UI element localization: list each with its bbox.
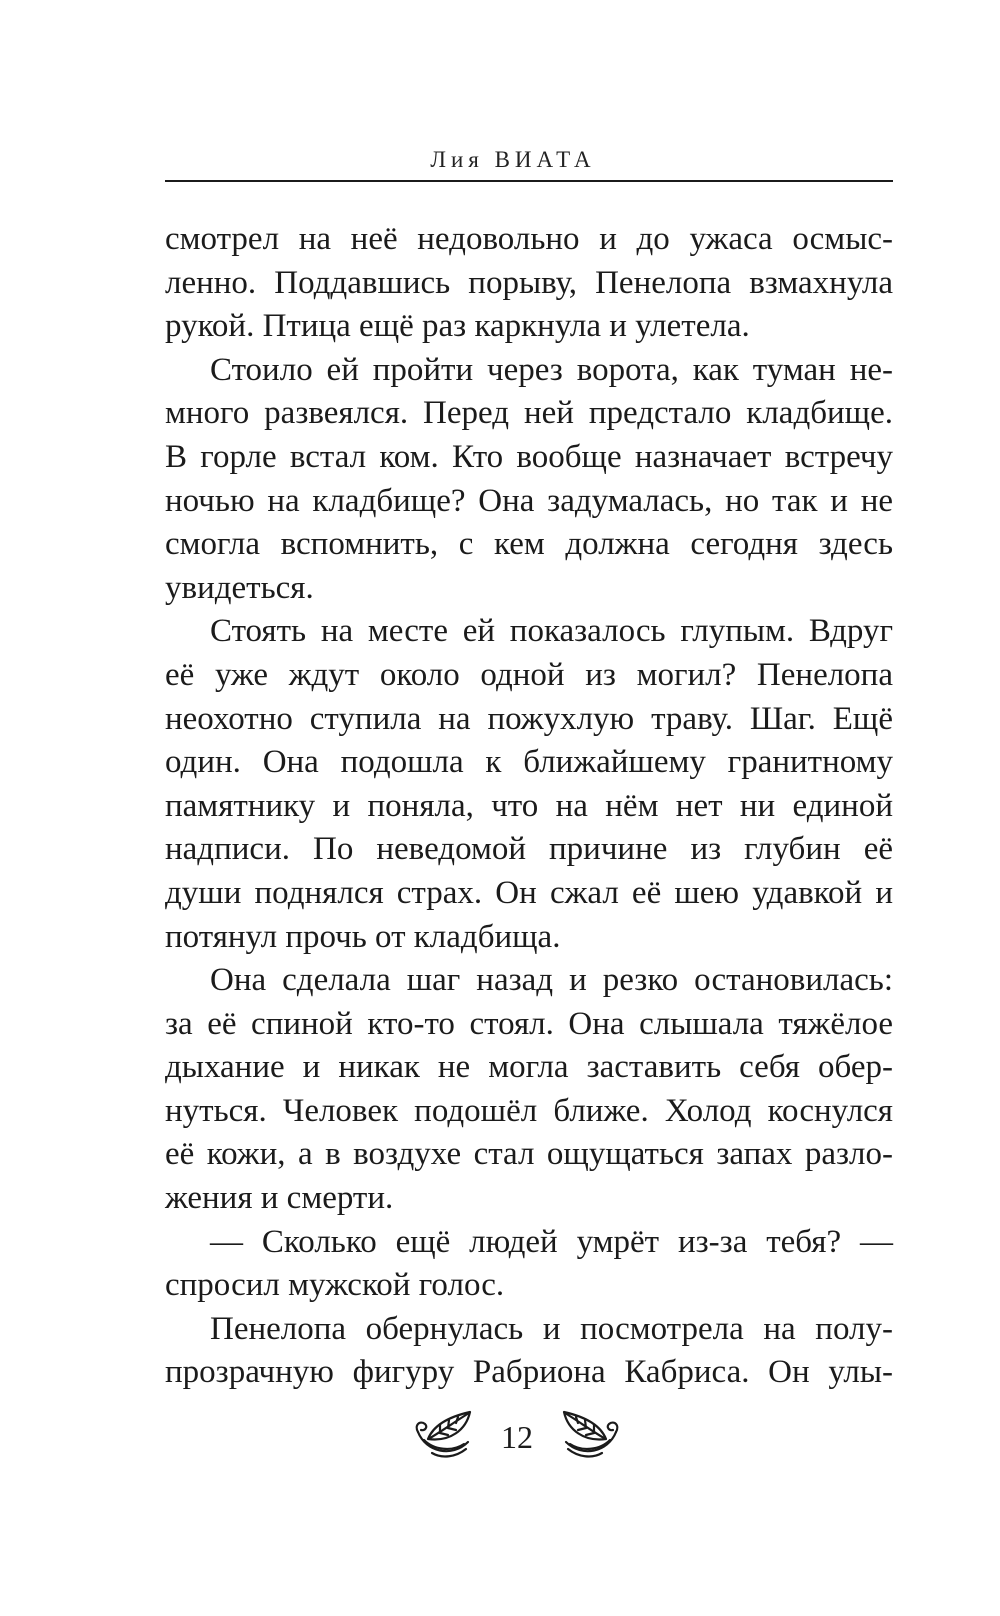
text-line: В горле встал ком. Кто вообще назначает встречу: [165, 438, 893, 475]
text-line: Она сделала шаг назад и резко остановилась:: [210, 962, 893, 999]
text-line: Стоило ей пройти через ворота, как туман не-: [210, 351, 893, 388]
text-line: ночью на кладбище? Она задумалась, но так и не: [165, 482, 893, 519]
text-line: памятнику и поняла, что на нём нет ни единой: [165, 787, 893, 824]
page-number: 12: [501, 1419, 533, 1455]
text-line: смогла вспомнить, с кем должна сегодня здесь: [165, 526, 893, 563]
text-line: неохотно ступила на пожухлую траву. Шаг. Ещё: [165, 700, 893, 737]
text-line: ленно. Поддавшись порыву, Пенелопа взмахнула: [165, 264, 893, 301]
paragraph: [165, 1308, 893, 1395]
text-line: нуться. Человек подошёл ближе. Холод коснулся: [165, 1092, 893, 1129]
text-line: один. Она подошла к ближайшему гранитному: [165, 744, 893, 781]
text-line: увидеться.: [165, 569, 314, 606]
text-line: рукой. Птица ещё раз каркнула и улетела.: [165, 308, 750, 345]
text-line: — Сколько ещё людей умрёт из-за тебя? —: [210, 1223, 893, 1260]
text-line: жения и смерти.: [165, 1180, 394, 1217]
text-line: души поднялся страх. Он сжал её шею удавкой и: [165, 874, 893, 911]
leaf-bowl-ornament-icon: [410, 1408, 474, 1466]
text-line: Стоять на месте ей показалось глупым. Вдруг: [210, 613, 893, 650]
text-line: дыхание и никак не могла заставить себя обер-: [165, 1049, 893, 1086]
text-line: надписи. По неведомой причине из глубин её: [165, 831, 893, 868]
text-line: за её спиной кто-то стоял. Она слышала тяжёлое: [165, 1005, 893, 1042]
paragraph: [165, 1221, 893, 1308]
paragraph: [165, 959, 893, 1221]
text-line: её кожи, а в воздухе стал ощущаться запах разло-: [165, 1136, 893, 1173]
paragraph: [165, 218, 893, 349]
text-line: смотрел на неё недовольно и до ужаса осмыс-: [165, 221, 893, 257]
text-line: её уже ждут около одной из могил? Пенелопа: [165, 656, 893, 693]
header-rule: [165, 180, 893, 182]
text-line: много развеялся. Перед ней предстало кладбище.: [165, 395, 893, 432]
paragraph: [165, 349, 893, 611]
text-line: спросил мужской голос.: [165, 1267, 505, 1304]
running-head-title: Лия ВИАТА: [430, 147, 596, 172]
text-line: прозрачную фигуру Рабриона Кабриса. Он улы-: [165, 1354, 893, 1391]
text-line: потянул прочь от кладбища.: [165, 918, 561, 955]
paragraph: [165, 610, 893, 959]
text-line: Пенелопа обернулась и посмотрела на полу-: [210, 1310, 893, 1347]
leaf-bowl-ornament-icon: [560, 1408, 624, 1466]
body-text: [165, 218, 893, 1395]
